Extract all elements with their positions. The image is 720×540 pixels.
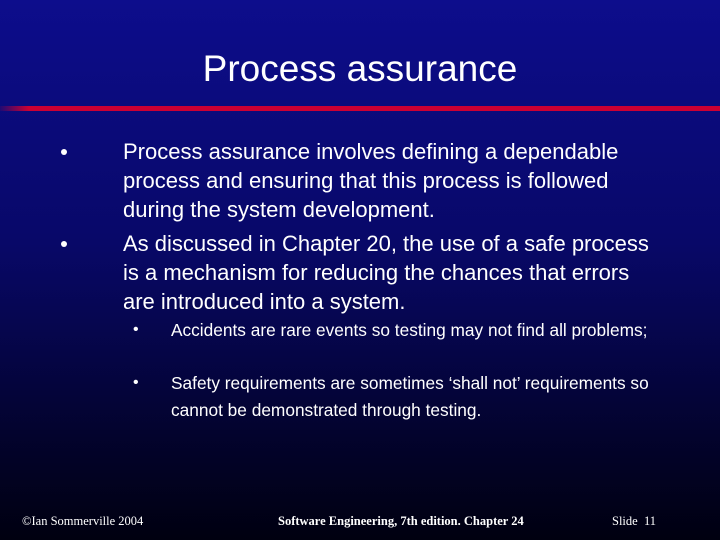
sub-bullet-text: Accidents are rare events so testing may not find all problems; [171,320,648,340]
bullet-dot-icon [61,149,67,155]
sub-bullet-item [133,370,693,423]
sub-bullet-icon: • [133,321,139,338]
title-divider [0,106,720,111]
bullet-dot-icon [61,241,67,247]
footer-copyright: ©Ian Sommerville 2004 [22,514,144,528]
sub-bullet-text: Safety requirements are sometimes ‘shall not’ requirements so cannot be demonstrated through testing. [171,373,649,420]
sub-bullet-item [133,317,693,344]
slide-title: Process assurance [202,48,518,89]
bullet-text: Process assurance involves defining a dependable process and ensuring that this process is followed during the system development. [123,139,619,222]
footer-book-title: Software Engineering, 7th edition. Chapter 24 [278,514,524,528]
bullet-text: As discussed in Chapter 20, the use of a safe process is a mechanism for reducing the chances that errors are introduced into a system. [123,231,649,314]
sub-bullet-icon: • [133,374,139,391]
bullet-item [85,137,660,224]
footer-slide-number: Slide 11 [612,514,656,528]
bullet-item [85,229,660,316]
